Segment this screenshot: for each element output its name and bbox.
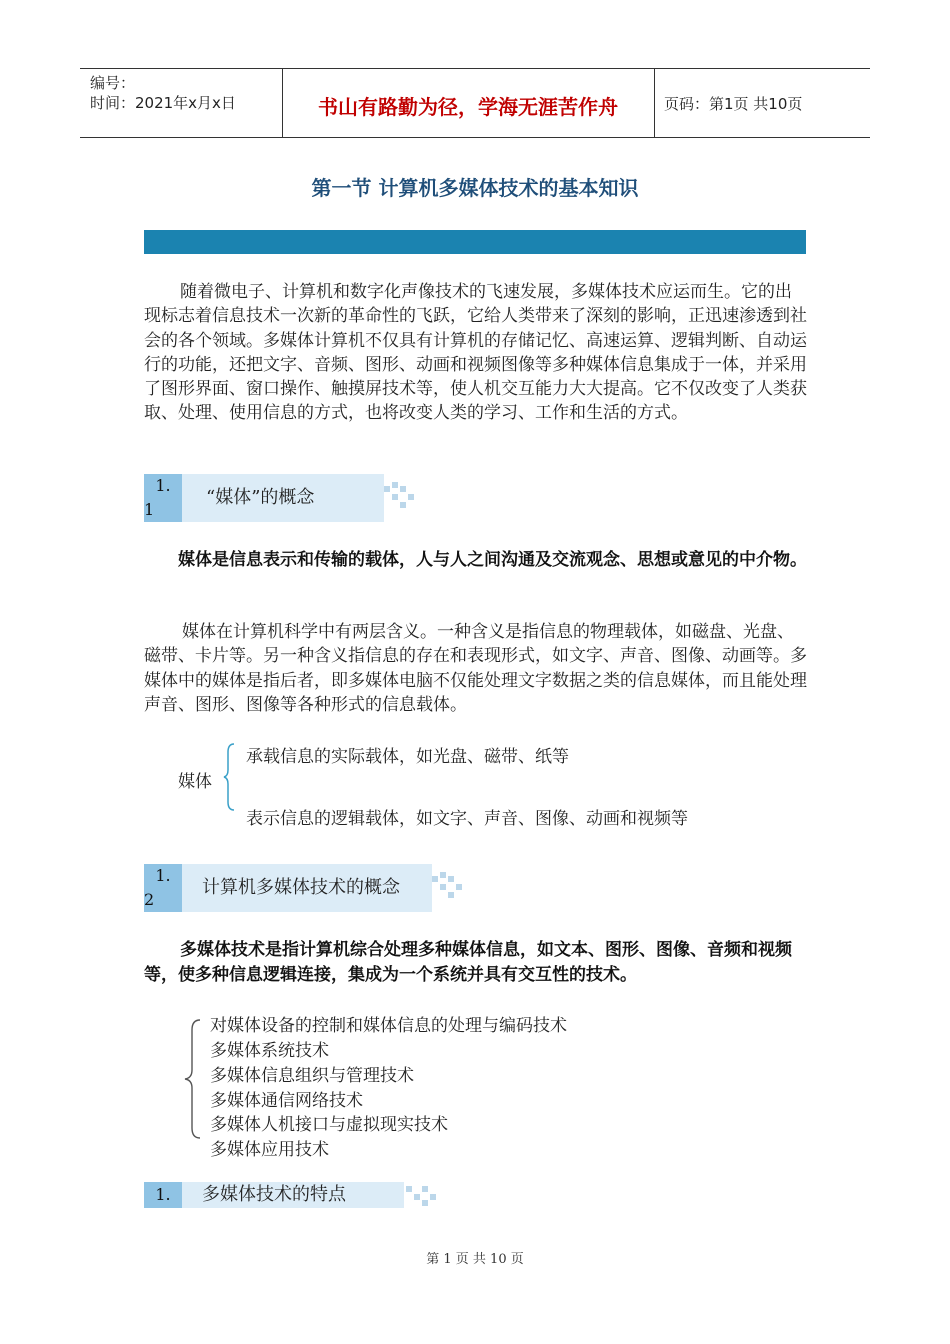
header-page-info: 页码：第1页 共10页 — [664, 95, 803, 113]
header-meta — [90, 73, 236, 113]
title-accent-bar — [144, 230, 806, 254]
list-item: 对媒体设备的控制和媒体信息的处理与编码技术 — [210, 1016, 567, 1036]
page-title: 第一节 计算机多媒体技术的基本知识 — [311, 176, 639, 200]
header-table — [80, 68, 870, 138]
brace-label: 媒体 — [178, 772, 212, 792]
brace-icon — [222, 742, 238, 812]
header-divider — [654, 69, 655, 137]
section-number-part: 1. — [155, 866, 171, 885]
list-item: 多媒体应用技术 — [210, 1140, 329, 1160]
header-motto: 书山有路勤为径，学海无涯苦作舟 — [318, 95, 618, 119]
page-footer: 第 1 页 共 10 页 — [426, 1252, 524, 1267]
section-number-part: 2 — [144, 890, 155, 909]
section-number: 1. — [144, 1182, 182, 1208]
media-body: 媒体在计算机科学中有两层含义。一种含义是指信息的物理载体，如磁盘、光盘、磁带、卡片等。另一种含义指信息的存在和表现形式，如文字、声音、图像、动画等。多媒体中的媒体是指后者，即多媒体电脑不仅能处理文字数据之类的信息媒体，而且能处理声音、图形、图像等各种形式的信息载体。 — [144, 622, 807, 715]
brace-item: 承载信息的实际载体，如光盘、磁带、纸等 — [246, 747, 569, 767]
section-label: “媒体”的概念 — [182, 474, 384, 522]
section-label: 多媒体技术的特点 — [182, 1182, 404, 1208]
brace-item: 表示信息的逻辑载体，如文字、声音、图像、动画和视频等 — [246, 809, 688, 829]
intro-paragraph: 随着微电子、计算机和数字化声像技术的飞速发展，多媒体技术应运而生。它的出现标志着信息技术一次新的革命性的飞跃，它给人类带来了深刻的影响，正迅速渗透到社会的各个领域。多媒体计算机不仅具有计算机的存储记忆、高速运算、逻辑判断、自动运行的功能，还把文字、音频、图形、动画和视频图像等多种媒体信息集成于一体，并采用了图形界面、窗口操作、触摸屏技术等，使人机交互能力大大提高。它不仅改变了人类获取、处理、使用信息的方式，也将改变人类的学习、工作和生活的方式。 — [144, 282, 807, 424]
list-item: 多媒体人机接口与虚拟现实技术 — [210, 1115, 448, 1135]
section-number-part: 1 — [144, 500, 155, 519]
section-dot-pattern — [432, 872, 484, 902]
section-number-part: 1. — [155, 476, 171, 495]
section-dot-pattern — [384, 482, 436, 512]
list-item: 多媒体系统技术 — [210, 1041, 329, 1061]
list-brace-icon — [182, 1018, 204, 1140]
time-label: 时间：2021年x月x日 — [90, 94, 236, 112]
list-item: 多媒体信息组织与管理技术 — [210, 1066, 414, 1086]
section-number — [144, 864, 182, 912]
serial-label: 编号： — [90, 74, 136, 92]
list-item: 多媒体通信网络技术 — [210, 1091, 363, 1111]
media-definition: 媒体是信息表示和传输的载体，人与人之间沟通及交流观念、思想或意见的中介物。 — [178, 550, 807, 570]
section-label: 计算机多媒体技术的概念 — [182, 864, 432, 912]
section-dot-pattern — [406, 1184, 458, 1214]
technology-definition: 多媒体技术是指计算机综合处理多种媒体信息，如文本、图形、图像、音频和视频等，使多种信息逻辑连接，集成为一个系统并具有交互性的技术。 — [144, 940, 792, 985]
section-number — [144, 474, 182, 522]
